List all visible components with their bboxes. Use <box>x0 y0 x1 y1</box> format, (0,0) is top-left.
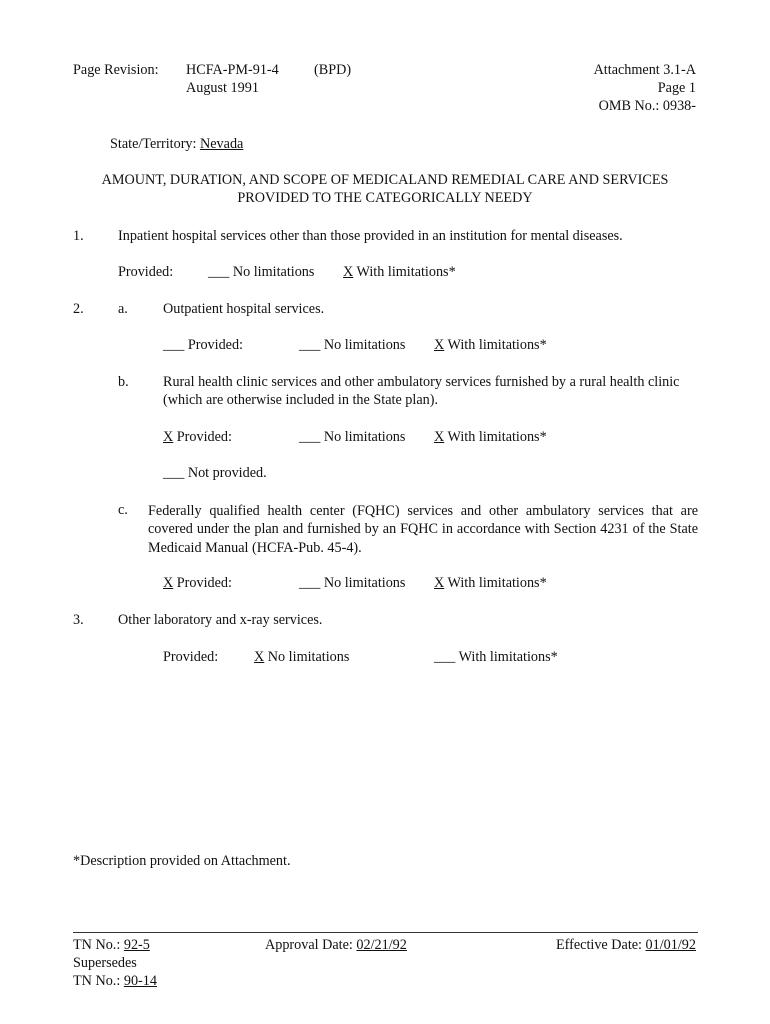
item-2b-provided <box>163 429 232 447</box>
document-title-line1: AMOUNT, DURATION, AND SCOPE OF MEDICALAND REMEDIAL CARE AND SERVICES <box>101 172 669 188</box>
omb-number: OMB No.: 0938- <box>598 98 696 114</box>
effective-value: 01/01/92 <box>645 937 696 953</box>
item-2b-no-limitations: ___ No limitations <box>299 429 406 445</box>
item-1-no-limitations: ___ No limitations <box>208 264 315 280</box>
item-3-text: Other laboratory and x-ray services. <box>118 612 323 628</box>
item-2c-with-label: With limitations* <box>444 575 547 591</box>
item-3-no-label: No limitations <box>264 649 350 665</box>
footer-divider <box>73 932 698 933</box>
item-2b-provided-mark: X <box>163 429 174 445</box>
item-3-with-limitations: ___ With limitations* <box>434 649 558 665</box>
item-2b-line1: Rural health clinic services and other ambulatory services furnished by a rural health clinic <box>163 374 680 390</box>
tn2-label: TN No.: <box>73 973 124 989</box>
item-2a-letter: a. <box>118 301 128 317</box>
tn2-value: 90-14 <box>123 973 157 989</box>
item-2c-text: Federally qualified health center (FQHC) services and other ambulatory services that are covered under the plan and furnished by an FQHC in accordance with Section 4231 of the State Medicaid Manual (HCFA-Pub. 45-4). <box>148 503 698 556</box>
tn-number <box>73 937 150 955</box>
supersedes-label: Supersedes <box>73 955 137 971</box>
item-2c-no-limitations: ___ No limitations <box>299 575 406 591</box>
effective-label: Effective Date: <box>556 937 646 953</box>
footnote: *Description provided on Attachment. <box>73 853 291 869</box>
effective-date <box>556 937 696 955</box>
item-3-number: 3. <box>73 612 84 628</box>
item-3-no-limitations <box>254 649 349 667</box>
approval-date <box>265 937 407 955</box>
item-2b-line2: (which are otherwise included in the State plan). <box>163 392 438 408</box>
item-2a-with-label: With limitations* <box>444 337 547 353</box>
item-2c-provided-label: Provided: <box>173 575 232 591</box>
item-2c-provided-mark: X <box>163 575 174 591</box>
item-2b-with-limitations <box>434 429 547 447</box>
tn-label: TN No.: <box>73 937 124 953</box>
item-1-provided: Provided: <box>118 264 174 280</box>
page-revision-label: Page Revision: <box>73 62 159 78</box>
approval-label: Approval Date: <box>265 937 357 953</box>
item-2c-with-mark: X <box>434 575 445 591</box>
revision-code: HCFA-PM-91-4 <box>186 62 279 78</box>
item-3-no-mark: X <box>254 649 265 665</box>
item-2c-with-limitations <box>434 575 547 593</box>
item-2b-provided-label: Provided: <box>173 429 232 445</box>
item-2a-no-limitations: ___ No limitations <box>299 337 406 353</box>
tn-value: 92-5 <box>123 937 150 953</box>
document-title-line2: PROVIDED TO THE CATEGORICALLY NEEDY <box>237 190 533 206</box>
approval-value: 02/21/92 <box>356 937 407 953</box>
item-2b-with-label: With limitations* <box>444 429 547 445</box>
item-2b-letter: b. <box>118 374 129 390</box>
superseded-tn-number <box>73 973 157 991</box>
item-3-provided: Provided: <box>163 649 219 665</box>
item-2b-with-mark: X <box>434 429 445 445</box>
state-territory <box>110 136 243 154</box>
revision-office: (BPD) <box>314 62 352 78</box>
page-number: Page 1 <box>657 80 696 96</box>
item-2c-provided <box>163 575 232 593</box>
item-2a-text: Outpatient hospital services. <box>163 301 325 317</box>
state-value: Nevada <box>200 136 244 152</box>
attachment-label: Attachment 3.1-A <box>593 62 696 78</box>
item-1-text: Inpatient hospital services other than those provided in an institution for mental diseases. <box>118 228 623 244</box>
item-2c-letter: c. <box>118 502 128 518</box>
item-1-with-limitations <box>343 264 456 282</box>
item-2b-not-provided: ___ Not provided. <box>163 465 267 481</box>
item-1-number: 1. <box>73 228 84 244</box>
item-1-with-mark: X <box>343 264 354 280</box>
item-1-with-label: With limitations* <box>353 264 456 280</box>
item-2a-with-mark: X <box>434 337 445 353</box>
revision-date: August 1991 <box>186 80 259 96</box>
item-2a-provided: ___ Provided: <box>163 337 243 353</box>
state-label: State/Territory: <box>110 136 197 152</box>
item-2-number: 2. <box>73 301 84 317</box>
item-2a-with-limitations <box>434 337 547 355</box>
